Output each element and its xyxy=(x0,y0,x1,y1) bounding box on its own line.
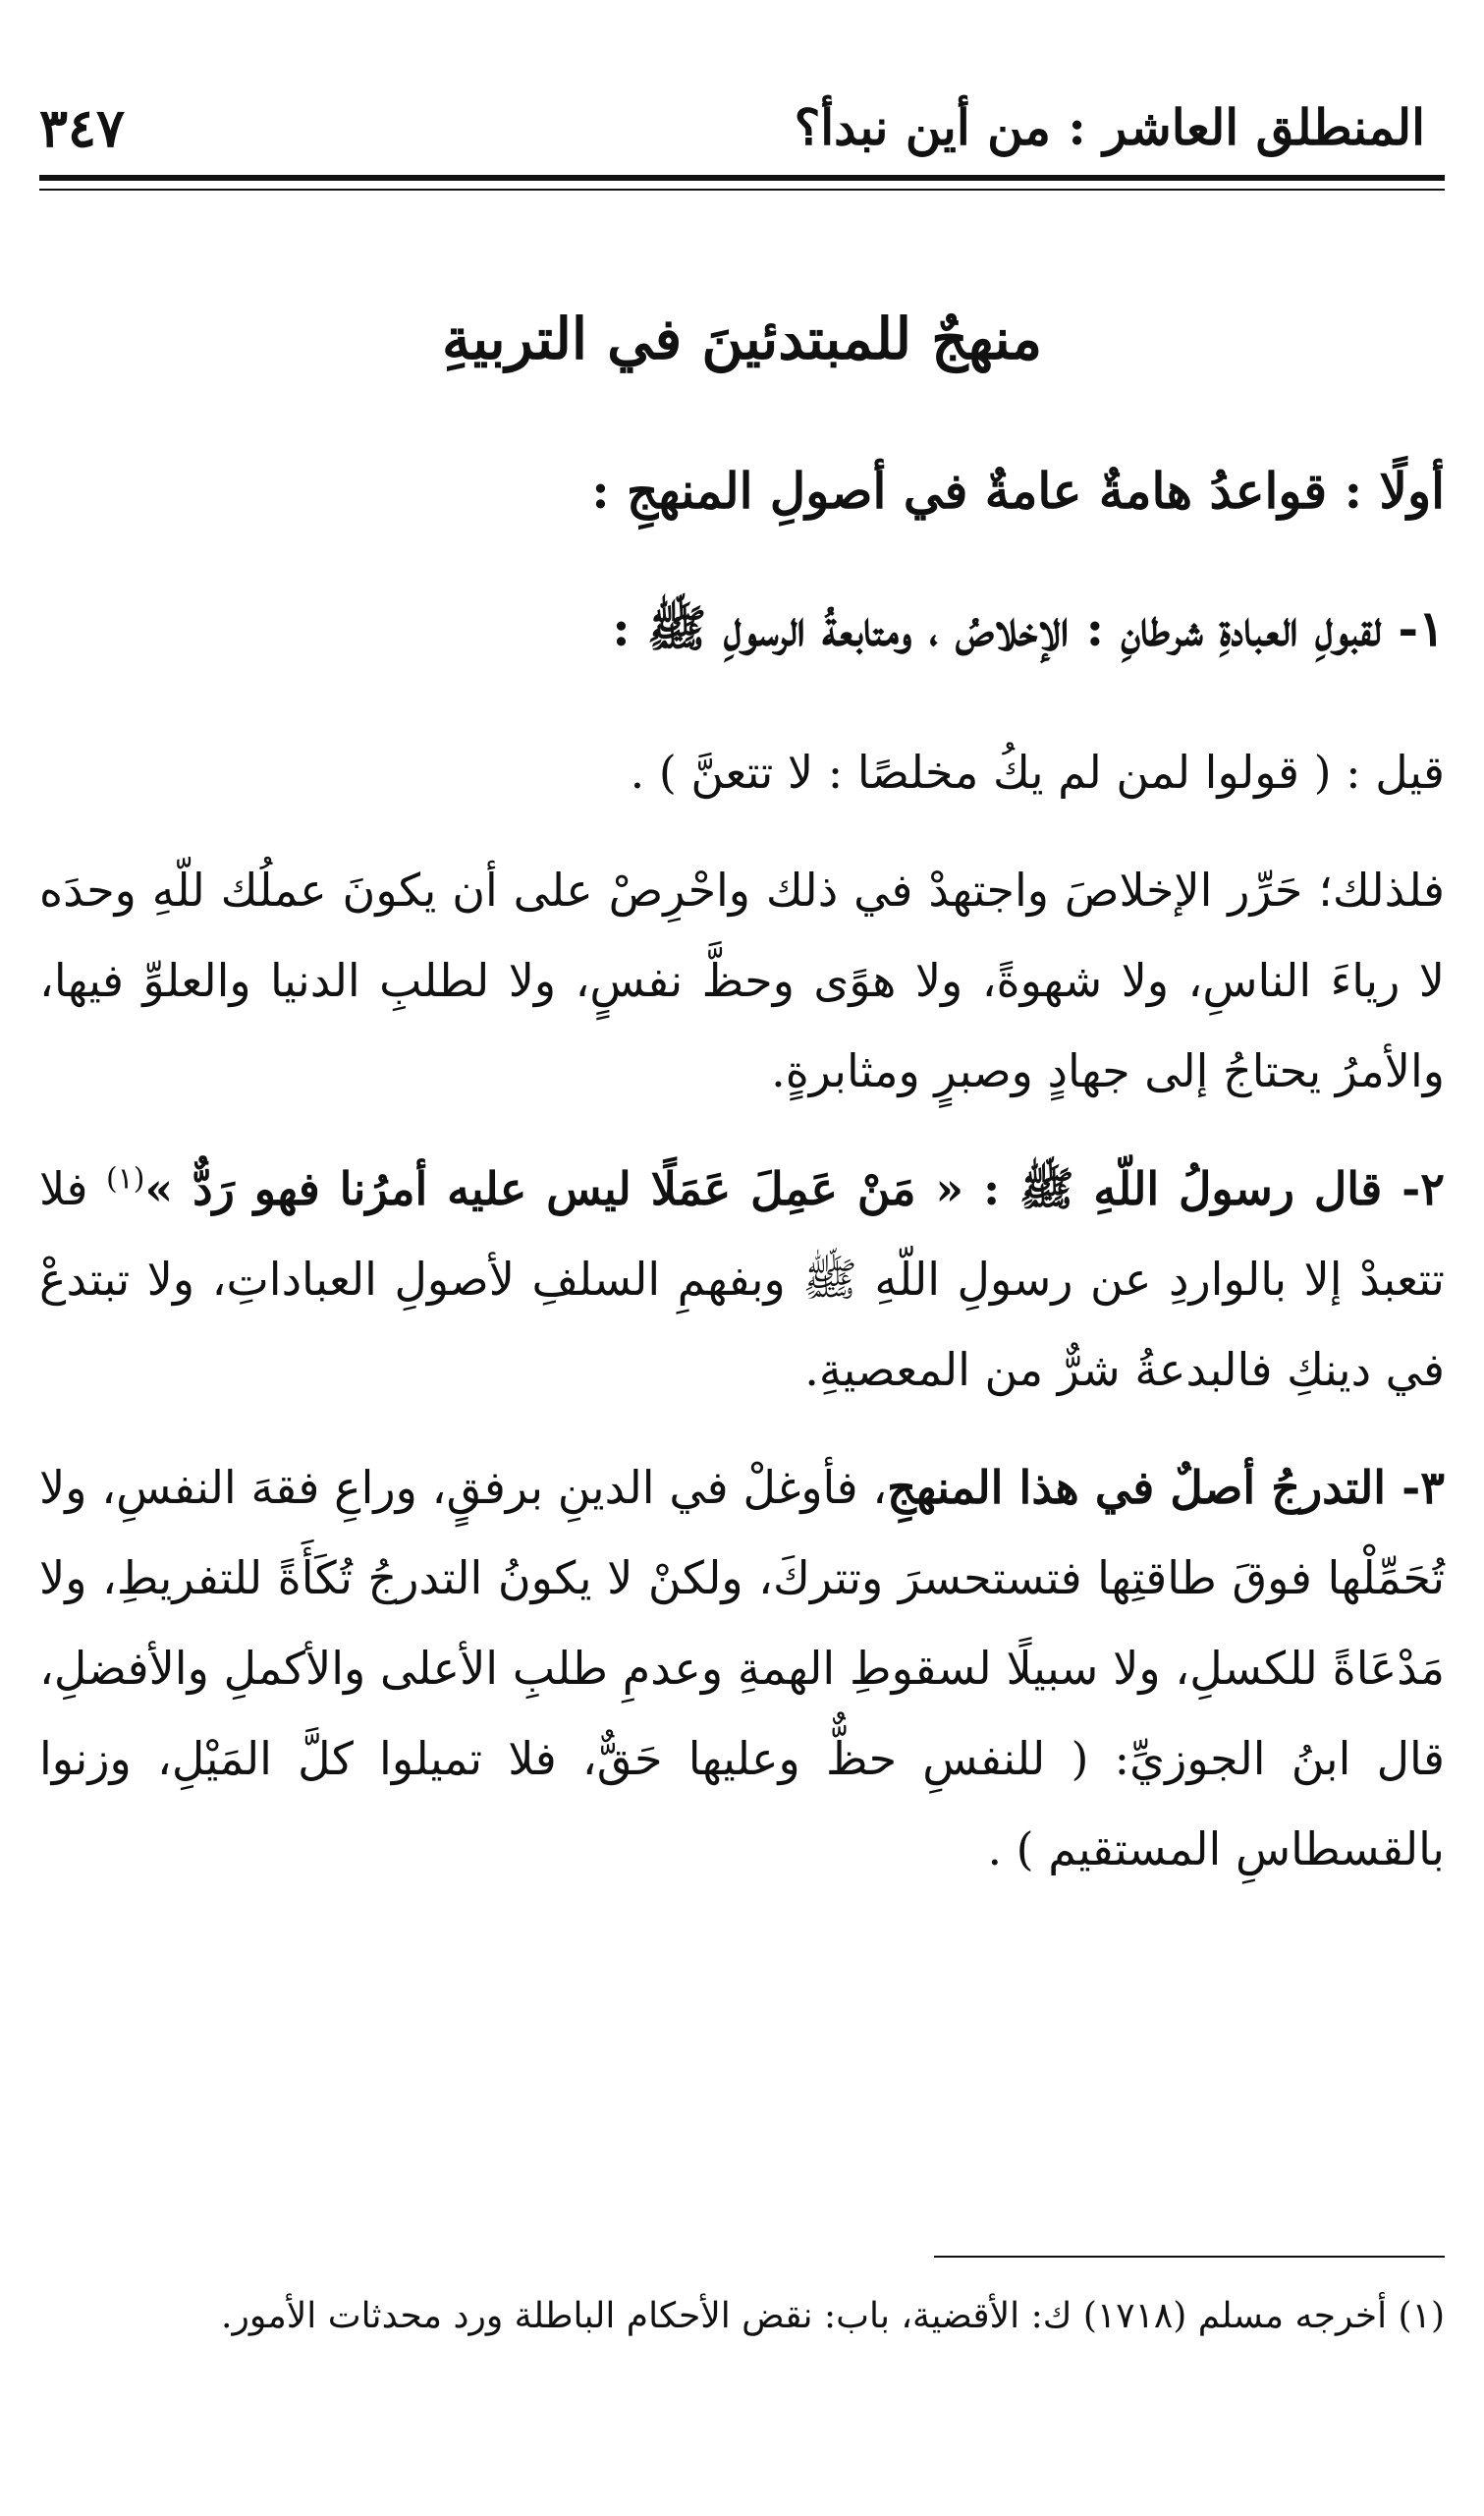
rule-2-hadith: ٢- قال رسولُ اللّهِ ﷺ : « مَنْ عَمِلَ عَمَلًا ليس عليه أمرُنا فهو رَدٌّ » xyxy=(144,1162,1445,1215)
rule-1-paragraph: فلذلك؛ حَرِّر الإخلاصَ واجتهدْ في ذلك واحْرِصْ على أن يكونَ عملُك للّهِ وحدَه لا رياءَ الناسِ، ولا شهوةً، ولا هوًى وحظَّ نفسٍ، ولا لطلبِ الدنيا والعلوِّ فيها، والأمرُ يحتاجُ إلى جهادٍ وصبرٍ ومثابرةٍ. xyxy=(39,864,1445,1097)
rule-3-paragraph xyxy=(39,1442,1445,1894)
page-number: ٣٤٧ xyxy=(39,96,126,159)
header-rule-thin xyxy=(39,189,1445,191)
page-body xyxy=(39,295,1445,1922)
rule-2-paragraph xyxy=(39,1144,1445,1415)
header-rule-thick xyxy=(39,175,1445,181)
subheading: أولًا : قواعدُ هامةٌ عامةٌ في أصولِ المنهجِ : xyxy=(591,462,1445,520)
rule-2-text: فلا تتعبدْ إلا بالواردِ عن رسولِ اللّهِ ﷺ وبفهمِ السلفِ لأصولِ العباداتِ، ولا تبتدعْ في دينكِ فالبدعةُ شرٌّ من المعصيةِ. xyxy=(39,1162,1445,1396)
footnote-marker: (١) xyxy=(105,1161,145,1197)
section-title: منهجٌ للمبتدئينَ في التربيةِ xyxy=(441,306,1043,372)
footnote: (١) أخرجه مسلم (١٧١٨) ك: الأقضية، باب: نقض الأحكام الباطلة ورد محدثات الأمور. xyxy=(221,2296,1445,2336)
rule-3-lead: ٣- التدرجُ أصلٌ في هذا المنهجِ xyxy=(887,1461,1445,1514)
rule-1-quote: قيل : ( قولوا لمن لم يكُ مخلصًا : لا تتعنَّ ) . xyxy=(630,746,1445,799)
footnote-separator xyxy=(934,2256,1445,2258)
page-header xyxy=(39,93,1425,162)
rule-1-heading: ١- لقبولِ العبادةِ شرطانِ : الإخلاصُ ، ومتابعةُ الرسولِ ﷺ : xyxy=(612,599,1445,657)
rule-3-text: ، فأوغلْ في الدينِ برفقٍ، وراعِ فقهَ النفسِ، ولا تُحَمِّلْها فوقَ طاقتِها فتستحسرَ وتتركَ، ولكنْ لا يكونُ التدرجُ تُكَأَةً للتفريطِ، ولا مَدْعَاةً للكسلِ، ولا سبيلًا لسقوطِ الهمةِ وعدمِ طلبِ الأعلى والأكملِ والأفضلِ، قال ابنُ الجوزيِّ: ( للنفسِ حظٌّ وعليها حَقٌّ، فلا تميلوا كلَّ المَيْلِ، وزنوا بالقسطاسِ المستقيم ) . xyxy=(39,1461,1445,1875)
running-title: المنطلق العاشر : من أين نبدأ؟ xyxy=(794,98,1425,156)
